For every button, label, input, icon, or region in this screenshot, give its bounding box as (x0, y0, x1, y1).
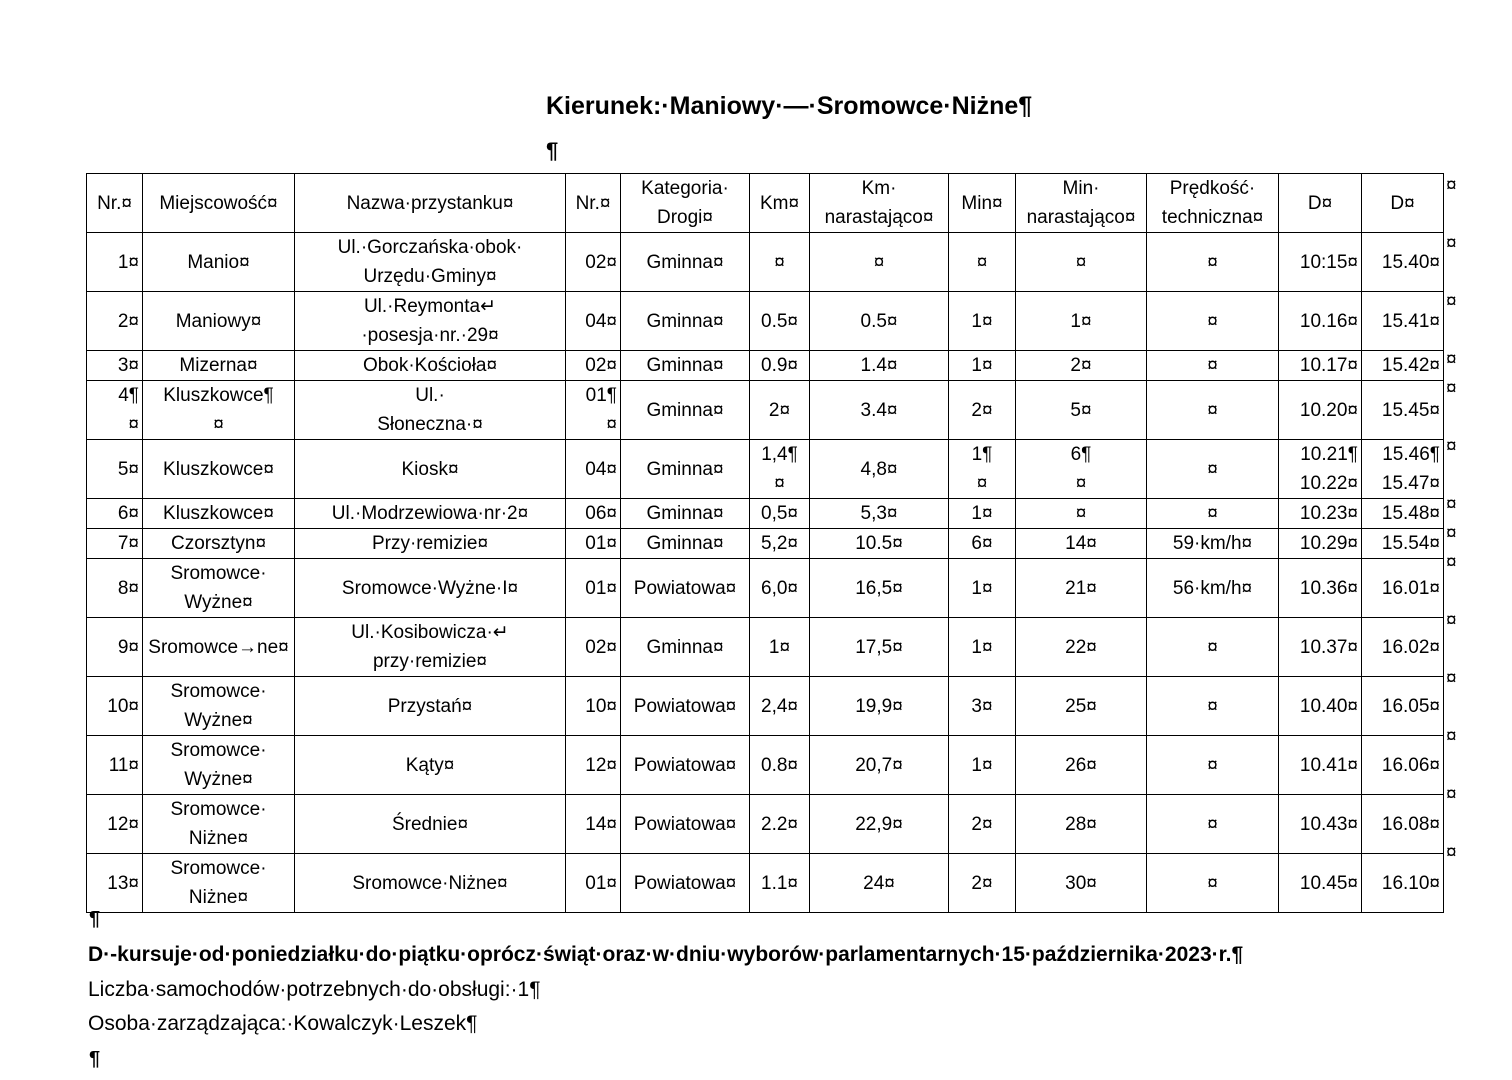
table-cell: 10¤ (87, 677, 143, 736)
table-cell: Manio¤ (143, 233, 295, 292)
table-cell: 1.1¤ (750, 854, 810, 913)
table-cell: 1¤ (949, 292, 1016, 351)
table-cell: Sromowce·Wyżne·I¤ (295, 559, 566, 618)
table-cell: 2¤ (949, 795, 1016, 854)
table-cell: Gminna¤ (621, 499, 750, 529)
schedule-table (86, 173, 1444, 913)
table-row (87, 559, 1444, 618)
table-cell: 6¤ (87, 499, 143, 529)
header-cell: Min¤ (949, 174, 1016, 233)
table-cell: 16.06¤ (1362, 736, 1444, 795)
table-cell: Gminna¤ (621, 292, 750, 351)
table-cell: 1¤ (87, 233, 143, 292)
table-row (87, 795, 1444, 854)
table-cell: 0.9¤ (750, 351, 810, 381)
table-cell: 0.5¤ (810, 292, 949, 351)
table-cell: Powiatowa¤ (621, 795, 750, 854)
row-end-mark: ¤ (1446, 726, 1457, 747)
table-header-row (87, 174, 1444, 233)
table-cell: Sromowce→ne¤ (143, 618, 295, 677)
table-cell: 10:15¤ (1279, 233, 1362, 292)
table-cell: 56·km/h¤ (1147, 559, 1279, 618)
table-cell: 2,4¤ (750, 677, 810, 736)
table-cell: 2¤ (949, 854, 1016, 913)
table-cell: Kiosk¤ (295, 440, 566, 499)
table-cell: 2¤ (1016, 351, 1147, 381)
table-cell: 5¤ (1016, 381, 1147, 440)
table-cell: 16.05¤ (1362, 677, 1444, 736)
table-cell: 2¤ (949, 381, 1016, 440)
table-cell: 16.08¤ (1362, 795, 1444, 854)
header-cell: Km· narastająco¤ (810, 174, 949, 233)
table-cell: 12¤ (566, 736, 621, 795)
table-row (87, 499, 1444, 529)
table-cell: 04¤ (566, 440, 621, 499)
table-cell: 01¶ ¤ (566, 381, 621, 440)
row-end-mark: ¤ (1446, 349, 1457, 370)
table-cell: 10.16¤ (1279, 292, 1362, 351)
table-cell: Kluszkowce¶ ¤ (143, 381, 295, 440)
table-cell: 12¤ (87, 795, 143, 854)
table-cell: 16.02¤ (1362, 618, 1444, 677)
row-end-mark: ¤ (1446, 233, 1457, 254)
table-cell: 10.17¤ (1279, 351, 1362, 381)
table-cell: Sromowce·Niżne¤ (295, 854, 566, 913)
paragraph-mark: ¶ (546, 138, 559, 163)
table-cell: 2.2¤ (750, 795, 810, 854)
table-cell: ¤ (750, 233, 810, 292)
table-cell: Ul.·Reymonta↵ ·posesja·nr.·29¤ (295, 292, 566, 351)
table-cell: Gminna¤ (621, 529, 750, 559)
row-end-mark: ¤ (1446, 610, 1457, 631)
table-cell: ¤ (1147, 233, 1279, 292)
table-row (87, 529, 1444, 559)
table-cell: ¤ (1147, 292, 1279, 351)
table-cell: 10.29¤ (1279, 529, 1362, 559)
table-cell: 02¤ (566, 618, 621, 677)
table-row (87, 677, 1444, 736)
table-cell: Sromowce· Wyżne¤ (143, 559, 295, 618)
table-cell: Ul.·Kosibowicza·↵ przy·remizie¤ (295, 618, 566, 677)
table-cell: Mizerna¤ (143, 351, 295, 381)
table-cell: Sromowce· Wyżne¤ (143, 736, 295, 795)
table-cell: 0.8¤ (750, 736, 810, 795)
table-cell: 22¤ (1016, 618, 1147, 677)
header-cell: Km¤ (750, 174, 810, 233)
table-cell: 02¤ (566, 351, 621, 381)
row-end-mark: ¤ (1446, 494, 1457, 515)
table-cell: ¤ (949, 233, 1016, 292)
header-cell: D¤ (1362, 174, 1444, 233)
row-end-mark: ¤ (1446, 175, 1457, 196)
table-cell: 14¤ (1016, 529, 1147, 559)
table-cell: 3¤ (949, 677, 1016, 736)
table-cell: 15.42¤ (1362, 351, 1444, 381)
table-cell: 1¤ (949, 499, 1016, 529)
table-cell: 7¤ (87, 529, 143, 559)
table-cell: 1¤ (949, 618, 1016, 677)
table-cell: 10.23¤ (1279, 499, 1362, 529)
service-note: D·-kursuje·od·poniedziałku·do·piątku·oprócz·świąt·oraz·w·dniu·wyborów·parlamentarnych·15·października·2023·r.¶ (88, 943, 1244, 966)
row-end-mark: ¤ (1446, 378, 1457, 399)
table-cell: 10.5¤ (810, 529, 949, 559)
manager-line: Osoba·zarządzająca:·Kowalczyk·Leszek¶ (88, 1012, 478, 1035)
table-cell: Ul.· Słoneczna·¤ (295, 381, 566, 440)
table-cell: 10.45¤ (1279, 854, 1362, 913)
paragraph-mark: ¶ (89, 1048, 101, 1070)
table-cell: Sromowce· Niżne¤ (143, 854, 295, 913)
table-cell: 10.41¤ (1279, 736, 1362, 795)
table-cell: 10.37¤ (1279, 618, 1362, 677)
table-cell: 28¤ (1016, 795, 1147, 854)
paragraph-mark: ¶ (89, 908, 101, 930)
table-cell: 1¤ (1016, 292, 1147, 351)
row-end-mark: ¤ (1446, 842, 1457, 863)
table-cell: 01¤ (566, 854, 621, 913)
table-cell: 26¤ (1016, 736, 1147, 795)
table-cell: ¤ (1147, 854, 1279, 913)
table-row (87, 736, 1444, 795)
table-cell: 10.40¤ (1279, 677, 1362, 736)
table-body (87, 233, 1444, 913)
table-cell: Kąty¤ (295, 736, 566, 795)
table-cell: ¤ (1016, 499, 1147, 529)
document-title: Kierunek:·Maniowy·—·Sromowce·Niżne¶ (546, 92, 1033, 120)
table-cell: Gminna¤ (621, 618, 750, 677)
table-cell: ¤ (1147, 499, 1279, 529)
header-cell: Nr.¤ (87, 174, 143, 233)
vehicles-line: Liczba·samochodów·potrzebnych·do·obsługi:·1¶ (88, 978, 541, 1001)
table-cell: 6¶ ¤ (1016, 440, 1147, 499)
table-row (87, 351, 1444, 381)
table-cell: 5¤ (87, 440, 143, 499)
table-cell: 20,7¤ (810, 736, 949, 795)
table-cell: 6¤ (949, 529, 1016, 559)
table-row (87, 440, 1444, 499)
table-cell: 19,9¤ (810, 677, 949, 736)
table-row (87, 854, 1444, 913)
table-cell: ¤ (1147, 351, 1279, 381)
header-cell: Min· narastająco¤ (1016, 174, 1147, 233)
table-row (87, 292, 1444, 351)
row-end-mark: ¤ (1446, 784, 1457, 805)
table-cell: 13¤ (87, 854, 143, 913)
table-cell: ¤ (810, 233, 949, 292)
row-end-mark: ¤ (1446, 552, 1457, 573)
table-cell: 10.20¤ (1279, 381, 1362, 440)
table-cell: 30¤ (1016, 854, 1147, 913)
table-cell: 6,0¤ (750, 559, 810, 618)
table-cell: 01¤ (566, 529, 621, 559)
table-cell: 22,9¤ (810, 795, 949, 854)
header-cell: Nr.¤ (566, 174, 621, 233)
row-end-mark: ¤ (1446, 523, 1457, 544)
table-cell: Sromowce· Niżne¤ (143, 795, 295, 854)
table-cell: 3.4¤ (810, 381, 949, 440)
table-cell: 5,2¤ (750, 529, 810, 559)
table-cell: 04¤ (566, 292, 621, 351)
table-cell: 02¤ (566, 233, 621, 292)
table-cell: Ul.·Modrzewiowa·nr·2¤ (295, 499, 566, 529)
table-cell: ¤ (1147, 795, 1279, 854)
header-cell: Prędkość· techniczna¤ (1147, 174, 1279, 233)
table-cell: Ul.·Gorczańska·obok· Urzędu·Gminy¤ (295, 233, 566, 292)
table-cell: 17,5¤ (810, 618, 949, 677)
table-cell: 10.21¶ 10.22¤ (1279, 440, 1362, 499)
table-cell: 15.54¤ (1362, 529, 1444, 559)
table-cell: ¤ (1147, 677, 1279, 736)
header-cell: D¤ (1279, 174, 1362, 233)
table-cell: Maniowy¤ (143, 292, 295, 351)
table-cell: Przystań¤ (295, 677, 566, 736)
table-cell: 0.5¤ (750, 292, 810, 351)
table-cell: 1¤ (949, 736, 1016, 795)
table-cell: Gminna¤ (621, 381, 750, 440)
table-cell: Gminna¤ (621, 233, 750, 292)
table-cell: Sromowce· Wyżne¤ (143, 677, 295, 736)
table-cell: 10.43¤ (1279, 795, 1362, 854)
table-cell: 4,8¤ (810, 440, 949, 499)
table-cell: ¤ (1016, 233, 1147, 292)
table-cell: Kluszkowce¤ (143, 499, 295, 529)
table-cell: Czorsztyn¤ (143, 529, 295, 559)
table-cell: ¤ (1147, 618, 1279, 677)
table-cell: Gminna¤ (621, 351, 750, 381)
table-cell: 59·km/h¤ (1147, 529, 1279, 559)
table-cell: Obok·Kościoła¤ (295, 351, 566, 381)
row-end-mark: ¤ (1446, 668, 1457, 689)
row-end-mark: ¤ (1446, 436, 1457, 457)
table-cell: ¤ (1147, 440, 1279, 499)
table-cell: 16,5¤ (810, 559, 949, 618)
table-cell: 1¶ ¤ (949, 440, 1016, 499)
table-cell: ¤ (1147, 736, 1279, 795)
table-cell: 24¤ (810, 854, 949, 913)
table-cell: 11¤ (87, 736, 143, 795)
table-cell: Powiatowa¤ (621, 736, 750, 795)
table-cell: 21¤ (1016, 559, 1147, 618)
table-cell: 5,3¤ (810, 499, 949, 529)
table-cell: 1.4¤ (810, 351, 949, 381)
header-cell: Nazwa·przystanku¤ (295, 174, 566, 233)
table-cell: ¤ (1147, 381, 1279, 440)
header-cell: Miejscowość¤ (143, 174, 295, 233)
table-cell: 15.41¤ (1362, 292, 1444, 351)
table-cell: 8¤ (87, 559, 143, 618)
table-cell: 16.10¤ (1362, 854, 1444, 913)
table-cell: Powiatowa¤ (621, 854, 750, 913)
table-row (87, 381, 1444, 440)
table-row (87, 618, 1444, 677)
table-cell: 15.48¤ (1362, 499, 1444, 529)
table-cell: 1¤ (750, 618, 810, 677)
table-cell: Kluszkowce¤ (143, 440, 295, 499)
table-cell: 14¤ (566, 795, 621, 854)
table-cell: 15.46¶ 15.47¤ (1362, 440, 1444, 499)
table-cell: 16.01¤ (1362, 559, 1444, 618)
table-cell: Średnie¤ (295, 795, 566, 854)
table-cell: 1¤ (949, 351, 1016, 381)
table-cell: 25¤ (1016, 677, 1147, 736)
table-cell: Powiatowa¤ (621, 559, 750, 618)
header-cell: Kategoria· Drogi¤ (621, 174, 750, 233)
table-cell: Przy·remizie¤ (295, 529, 566, 559)
table-cell: 1,4¶ ¤ (750, 440, 810, 499)
table-cell: 01¤ (566, 559, 621, 618)
table-cell: 2¤ (750, 381, 810, 440)
table-row (87, 233, 1444, 292)
row-end-mark: ¤ (1446, 291, 1457, 312)
table-cell: 10¤ (566, 677, 621, 736)
table-cell: 0,5¤ (750, 499, 810, 529)
table-cell: 15.45¤ (1362, 381, 1444, 440)
table-cell: 15.40¤ (1362, 233, 1444, 292)
table-cell: 9¤ (87, 618, 143, 677)
table-cell: 4¶ ¤ (87, 381, 143, 440)
table-cell: 10.36¤ (1279, 559, 1362, 618)
table-cell: 3¤ (87, 351, 143, 381)
table-cell: 06¤ (566, 499, 621, 529)
table-cell: 1¤ (949, 559, 1016, 618)
table-cell: 2¤ (87, 292, 143, 351)
table-cell: Gminna¤ (621, 440, 750, 499)
table-cell: Powiatowa¤ (621, 677, 750, 736)
